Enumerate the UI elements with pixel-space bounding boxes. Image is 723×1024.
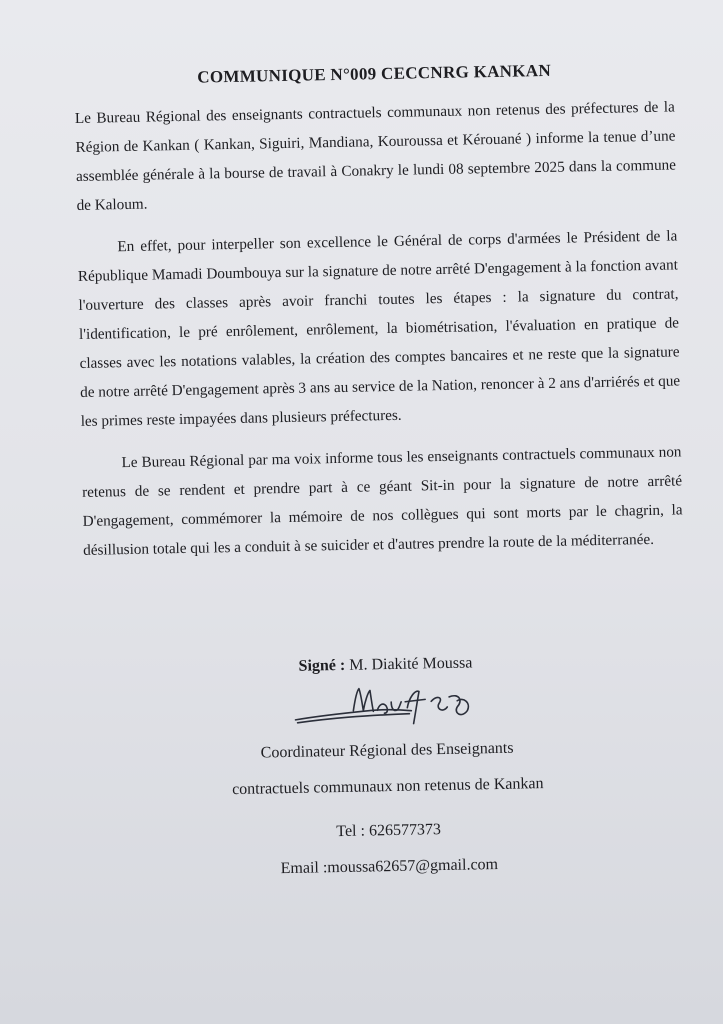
email-address: Email :moussa62657@gmail.com bbox=[280, 856, 499, 878]
signed-line bbox=[85, 650, 685, 680]
paragraph-2: En effet, pour interpeller son excellence le Général de corps d'armées le Président de la République Mamadi Doumbouya sur la signature de notre arrêté D'engagement à la fonction avant l'ouverture des classes après avoir franchi toutes les étapes : la signature du contrat, l'identification, le pré enrôlement, enrôlement, la biométrisation, l'évaluation en pratique de classes avec les notations valables, la création des comptes bancaires et ne reste que la signature de notre arrêté D'engagement après 3 ans au service de la Nation, renoncer à 2 ans d'arriérés et que les primes reste impayées dans plusieurs préfectures. bbox=[77, 227, 681, 430]
phone-number: Tel : 626577373 bbox=[336, 821, 442, 841]
document-title: COMMUNIQUE N°009 CECCNRG KANKAN bbox=[197, 60, 552, 87]
signed-label: Signé : bbox=[298, 656, 346, 675]
role-line-2: contractuels communaux non retenus de Kankan bbox=[231, 775, 544, 799]
document-body bbox=[74, 58, 684, 878]
signed-name: M. Diakité Moussa bbox=[349, 654, 473, 674]
role-line-1: Coordinateur Régional des Enseignants bbox=[260, 739, 514, 762]
signature-block bbox=[85, 650, 689, 887]
handwritten-signature bbox=[291, 678, 482, 732]
paragraph-1: Le Bureau Régional des enseignants contractuels communaux non retenus des préfectures de la Région de Kankan ( Kankan, Siguiri, Mandiana, Kouroussa et Kérouané ) informe la tenue d’une assemblée générale à la bourse de travail à Conakry le lundi 08 septembre 2025 dans la commune de Kaloum. bbox=[74, 98, 677, 214]
paragraph-3: Le Bureau Régional par ma voix informe tous les enseignants contractuels communaux non retenus de se rendent et prendre part à ce géant Sit-in pour la signature de notre arrêté D'engagement, commémorer la mémoire de nos collègues qui sont morts par le chagrin, la désillusion totale qui les a conduit à se suicider et d'autres prendre la route de la méditerranée. bbox=[81, 443, 683, 559]
